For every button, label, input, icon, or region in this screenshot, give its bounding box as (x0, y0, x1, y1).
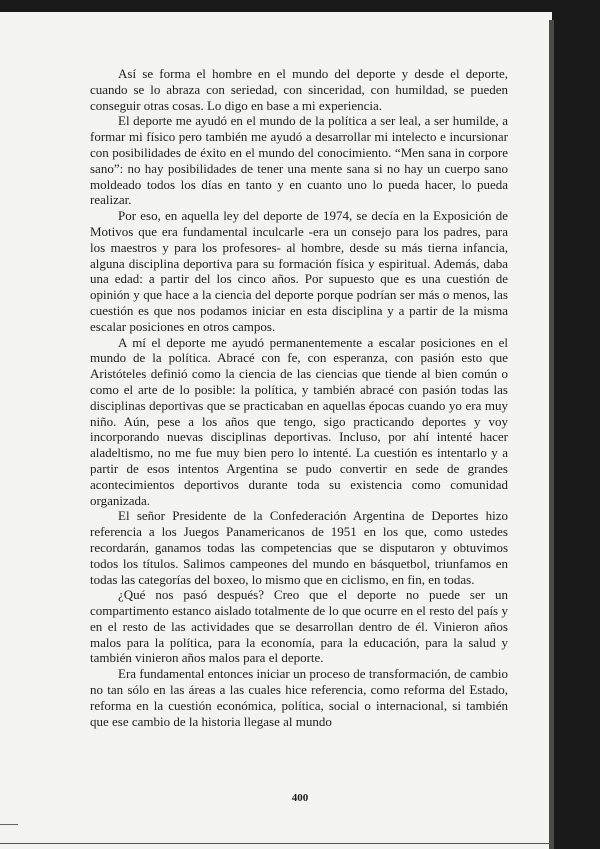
paragraph-2: El deporte me ayudó en el mundo de la política a ser leal, a ser humilde, a formar mi físico pero también me ayudó a desarrollar mi intelecto e incursionar con posibilidades de éxito en el mundo del conocimiento. “Men sana in corpore sano”: no hay posibilidades de tener una mente sana si no hay un cuerpo sano moldeado todos los días en tanto y en cuanto uno lo pueda hacer, lo pueda realizar. (90, 113, 508, 208)
scan-top-border (0, 0, 600, 12)
scan-margin-mark (0, 824, 18, 825)
paragraph-5: El señor Presidente de la Confederación Argentina de Deportes hizo referencia a los Juegos Panamericanos de 1951 en los que, como ustedes recordarán, ganamos todas las competencias que se disputaron y obtuvimos todos los títulos. Salimos campeones del mundo en básquetbol, triunfamos en todas las categorías del boxeo, lo mismo que en ciclismo, en fin, en todas. (90, 508, 508, 587)
paragraph-6: ¿Qué nos pasó después? Creo que el deporte no puede ser un compartimento estanco aislado totalmente de lo que ocurre en el resto del país y en el resto de las actividades que se desarrollan dentro de él. Vinieron años malos para la política, para la economía, para la educación, para la salud y también vinieron años malos para el deporte. (90, 587, 508, 666)
paragraph-3: Por eso, en aquella ley del deporte de 1974, se decía en la Exposición de Motivos que era fundamental inculcarle -era un consejo para los padres, para los maestros y para los profesores- al hombre, desde su más tierna infancia, alguna disciplina deportiva para su formación física y espiritual. Además, daba una edad: a partir del los cinco años. Por supuesto que es una cuestión de opinión y que hace a la ciencia del deporte porque podrían ser más o menos, las cuestión es que nos podamos iniciar en esta disciplina y a partir de la misma escalar posiciones en otros campos. (90, 208, 508, 334)
paragraph-1: Así se forma el hombre en el mundo del deporte y desde el deporte, cuando se lo abraza con seriedad, con sinceridad, con humildad, se pueden conseguir otras cosas. Lo digo en base a mi experiencia. (90, 66, 508, 113)
paragraph-7: Era fundamental entonces iniciar un proceso de transformación, de cambio no tan sólo en las áreas a las cuales hice referencia, como reforma del Estado, reforma en la cuestión económica, política, social o internacional, si también que ese cambio de la historia llegase al mundo (90, 666, 508, 729)
page-number: 400 (291, 792, 309, 804)
page-binding-edge (549, 20, 554, 849)
document-body (90, 66, 508, 729)
scan-right-border (552, 0, 600, 849)
paragraph-4: A mí el deporte me ayudó permanentemente a escalar posiciones en el mundo de la política. Abracé con fe, con esperanza, con pasión esto que Aristóteles definió como la ciencia de las ciencias que tiende al bien común o como el arte de lo posible: la política, y también abracé con pasión todas las disciplinas deportivas que se practicaban en aquellas épocas cuando yo era muy niño. Aún, pese a los años que tengo, sigo practicando deportes y voy incorporando nuevas disciplinas deportivas. Incluso, por ahí intenté hacer aladeltismo, no me fue muy bien pero lo intenté. La cuestión es intentarlo y a partir de esos intentos Argentina se pudo convertir en sede de grandes acontecimientos deportivos durante toda su existencia como comunidad organizada. (90, 334, 508, 508)
scan-bottom-edge (0, 843, 552, 844)
